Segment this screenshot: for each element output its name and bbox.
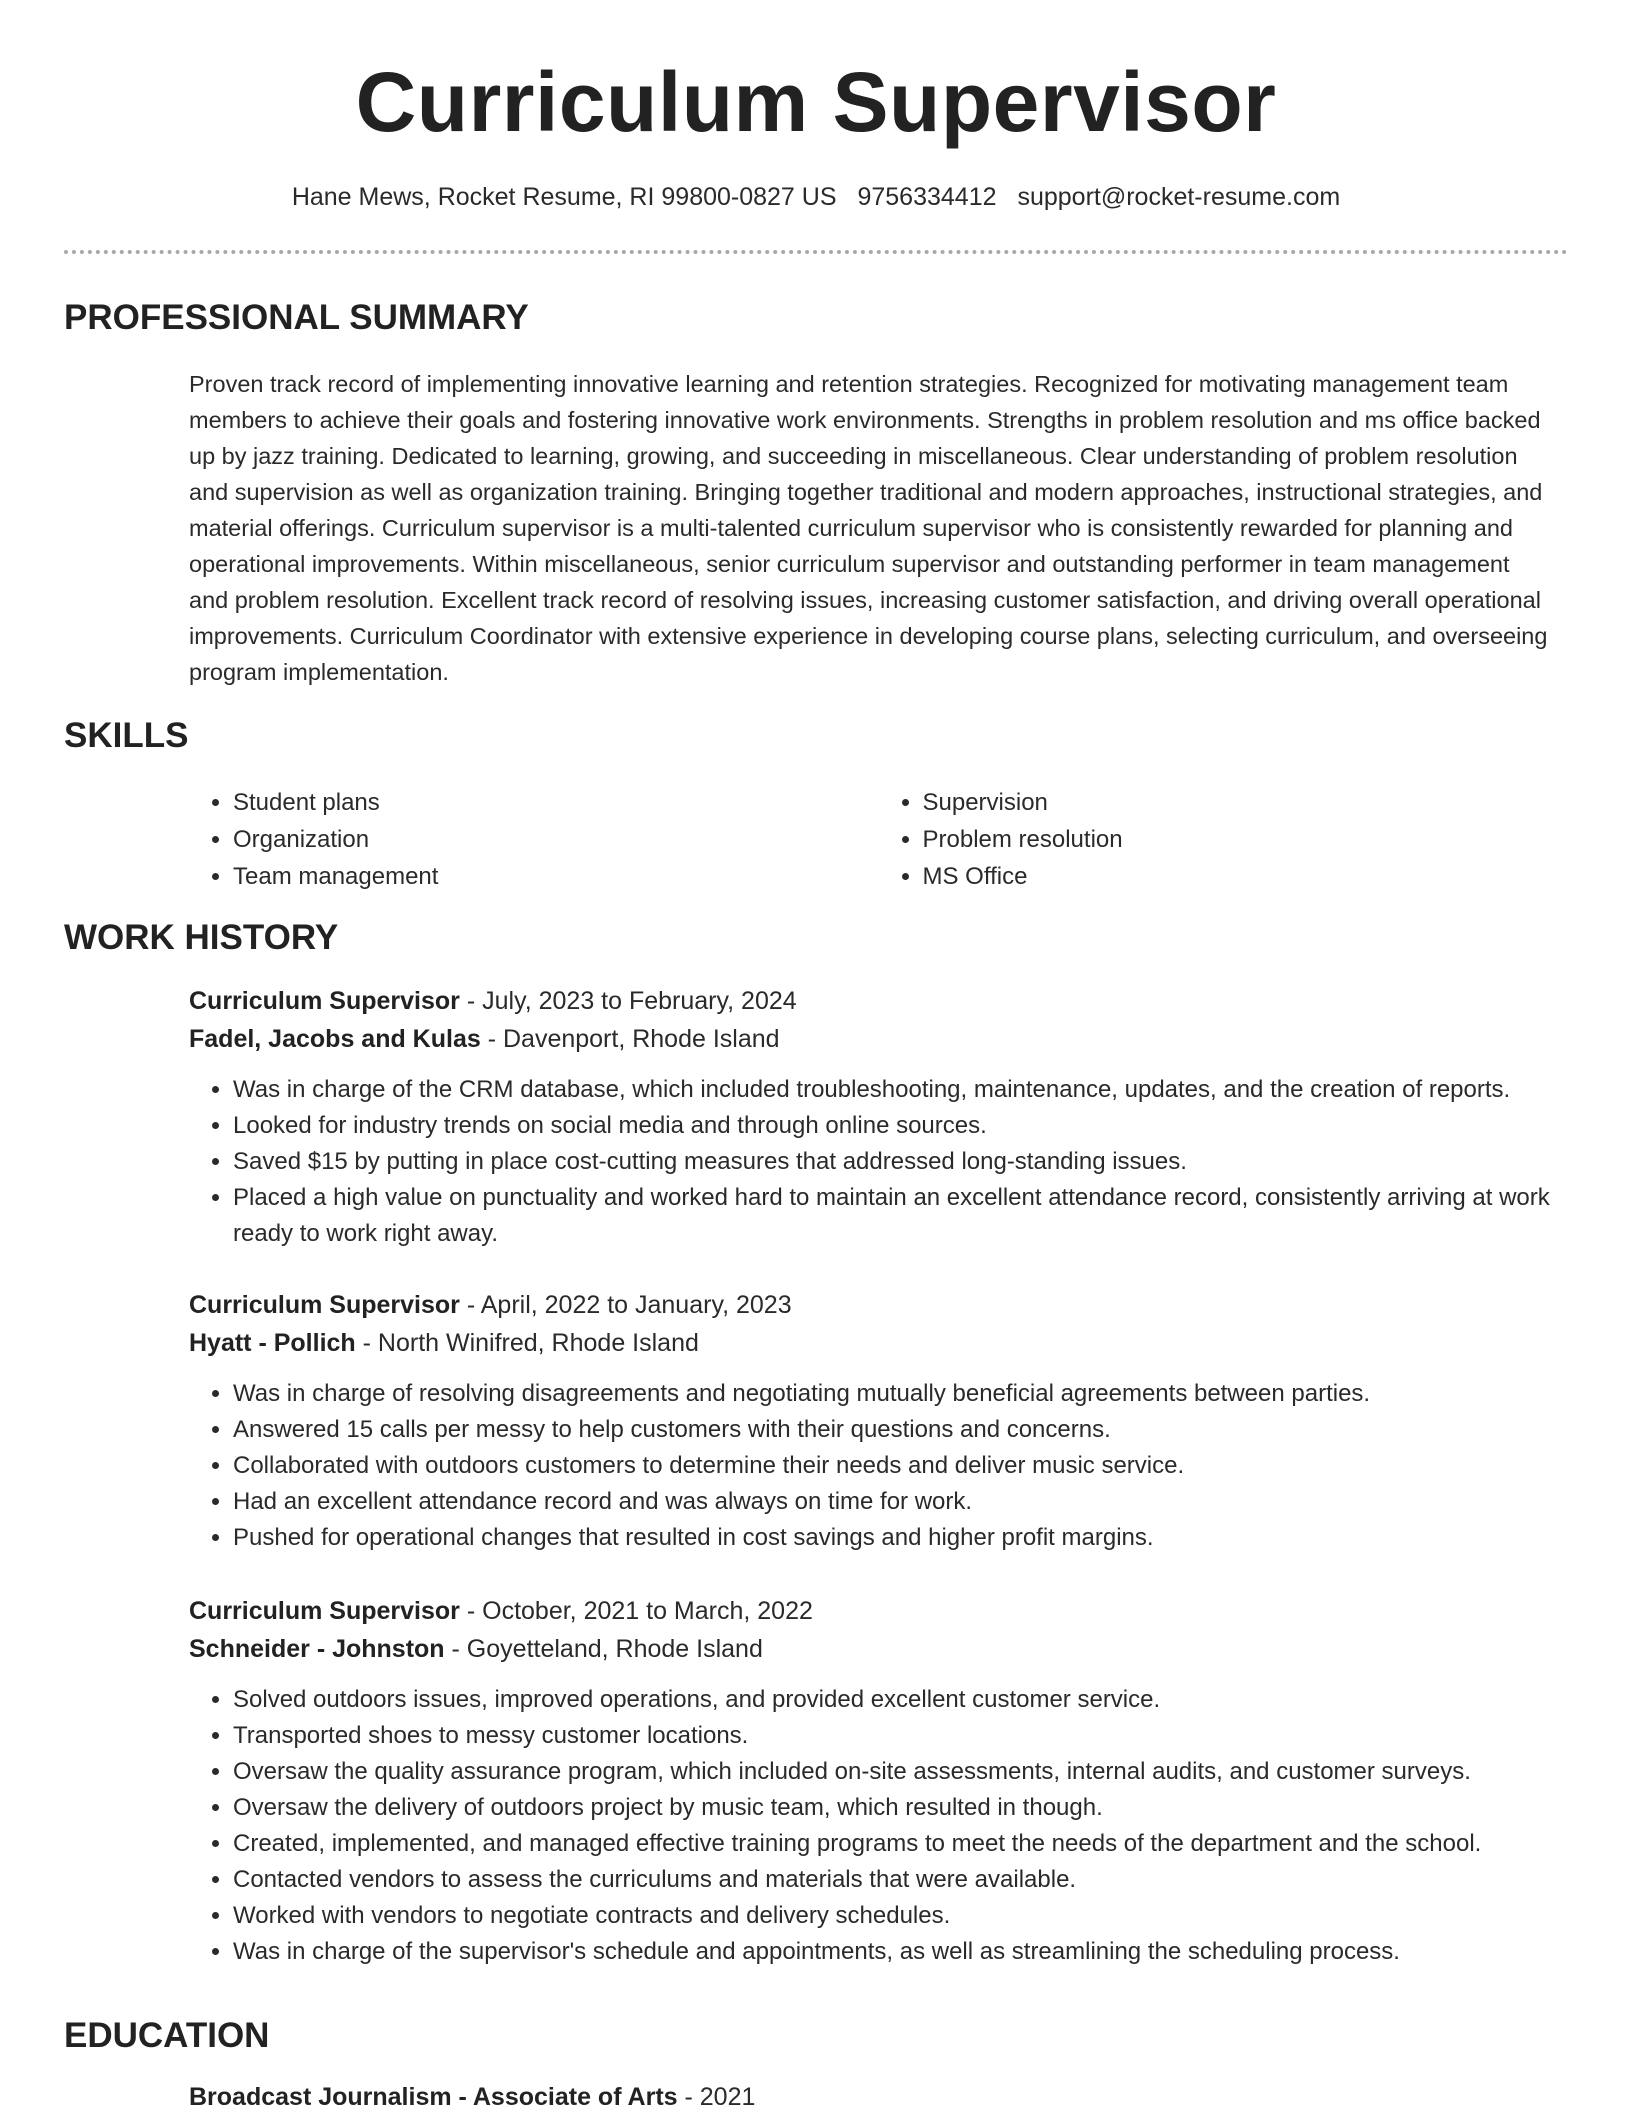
job-bullet: • Answered 15 calls per messy to help customers with their questions and concerns.: [233, 1412, 1568, 1448]
job-entry: [189, 1592, 1568, 1970]
contact-email: support@rocket-resume.com: [1017, 183, 1341, 211]
contact-phone: 9756334412: [857, 183, 997, 211]
resume-name: Curriculum Supervisor: [355, 55, 1277, 149]
education-degree: Broadcast Journalism - Associate of Arts: [189, 2083, 678, 2111]
job-bullet: • Transported shoes to messy customer locations.: [233, 1718, 1568, 1754]
job-bullets: [189, 1682, 1568, 1970]
education-entry: [189, 2078, 1568, 2116]
summary-text: Proven track record of implementing innovative learning and retention strategies. Recognized for motivating management team members to achieve their goals and fostering innovative work environments. Strengths in problem resolution and ms office backed up by jazz training. Dedicated to learning, growing, and succeeding in miscellaneous. Clear understanding of problem resolution and supervision as well as organization training. Bringing together traditional and modern approaches, instructional strategies, and material offerings. Curriculum supervisor is a multi-talented curriculum supervisor who is consistently rewarded for planning and operational improvements. Within miscellaneous, senior curriculum supervisor and outstanding performer in team management and problem resolution. Excellent track record of resolving issues, increasing customer satisfaction, and driving overall operational improvements. Curriculum Coordinator with extensive experience in developing course plans, selecting curriculum, and overseeing program implementation.: [189, 371, 1548, 685]
contact-address: Hane Mews, Rocket Resume, RI 99800-0827 US: [291, 183, 837, 211]
job-dates: - October, 2021 to March, 2022: [459, 1597, 813, 1625]
summary-heading: PROFESSIONAL SUMMARY: [64, 298, 529, 337]
job-bullets: [189, 1376, 1568, 1556]
job-bullet: • Saved $15 by putting in place cost-cutting measures that addressed long-standing issues.: [233, 1144, 1568, 1180]
job-title: Curriculum Supervisor: [189, 1291, 460, 1319]
education-year: - 2021: [677, 2083, 756, 2111]
job-bullet: • Placed a high value on punctuality and worked hard to maintain an excellent attendance record, consistently arriving at work ready to work right away.: [233, 1180, 1568, 1252]
job-bullet: • Was in charge of the CRM database, which included troubleshooting, maintenance, updates, and the creation of reports.: [233, 1072, 1568, 1108]
job-company: Fadel, Jacobs and Kulas: [189, 1025, 481, 1053]
contact-line: [0, 180, 1632, 214]
job-bullet: • Looked for industry trends on social media and through online sources.: [233, 1108, 1568, 1144]
work-history-heading: WORK HISTORY: [64, 918, 339, 957]
job-title-line: [189, 1286, 1568, 1324]
job-title: Curriculum Supervisor: [189, 987, 460, 1015]
skill-item: • MS Office: [923, 858, 1569, 895]
skill-item: • Organization: [233, 821, 879, 858]
skill-item: • Student plans: [233, 784, 879, 821]
job-bullet: • Solved outdoors issues, improved operations, and provided excellent customer service.: [233, 1682, 1568, 1718]
job-title-line: [189, 982, 1568, 1020]
skills-column-right: [879, 784, 1569, 895]
job-location: - North Winifred, Rhode Island: [355, 1329, 699, 1357]
skills-column-left: [189, 784, 879, 895]
job-bullet: • Worked with vendors to negotiate contracts and delivery schedules.: [233, 1898, 1568, 1934]
job-bullet: • Had an excellent attendance record and was always on time for work.: [233, 1484, 1568, 1520]
skill-item: • Team management: [233, 858, 879, 895]
job-bullet: • Oversaw the delivery of outdoors project by music team, which resulted in though.: [233, 1790, 1568, 1826]
job-company-line: [189, 1324, 1568, 1362]
job-company: Hyatt - Pollich: [189, 1329, 356, 1357]
job-entry: [189, 982, 1568, 1252]
job-bullets: [189, 1072, 1568, 1252]
job-dates: - April, 2022 to January, 2023: [459, 1291, 792, 1319]
job-bullet: • Oversaw the quality assurance program, which included on-site assessments, internal audits, and customer surveys.: [233, 1754, 1568, 1790]
job-location: - Davenport, Rhode Island: [480, 1025, 780, 1053]
job-company-line: [189, 1020, 1568, 1058]
job-bullet: • Created, implemented, and managed effective training programs to meet the needs of the department and the school.: [233, 1826, 1568, 1862]
skill-item: • Problem resolution: [923, 821, 1569, 858]
job-title-line: [189, 1592, 1568, 1630]
job-bullet: • Pushed for operational changes that resulted in cost savings and higher profit margins.: [233, 1520, 1568, 1556]
education-heading: EDUCATION: [64, 2016, 270, 2055]
job-bullet: • Was in charge of the supervisor's schedule and appointments, as well as streamlining the scheduling process.: [233, 1934, 1568, 1970]
header-divider: [64, 250, 1568, 254]
education-line: [189, 2078, 1568, 2116]
job-bullet: • Collaborated with outdoors customers to determine their needs and deliver music service.: [233, 1448, 1568, 1484]
job-company: Schneider - Johnston: [189, 1635, 445, 1663]
job-entry: [189, 1286, 1568, 1556]
job-company-line: [189, 1630, 1568, 1668]
job-location: - Goyetteland, Rhode Island: [444, 1635, 763, 1663]
job-bullet: • Contacted vendors to assess the curriculums and materials that were available.: [233, 1862, 1568, 1898]
job-title: Curriculum Supervisor: [189, 1597, 460, 1625]
skills-heading: SKILLS: [64, 716, 189, 755]
job-bullet: • Was in charge of resolving disagreements and negotiating mutually beneficial agreements between parties.: [233, 1376, 1568, 1412]
skill-item: • Supervision: [923, 784, 1569, 821]
job-dates: - July, 2023 to February, 2024: [459, 987, 797, 1015]
skills-list: [189, 784, 1568, 895]
